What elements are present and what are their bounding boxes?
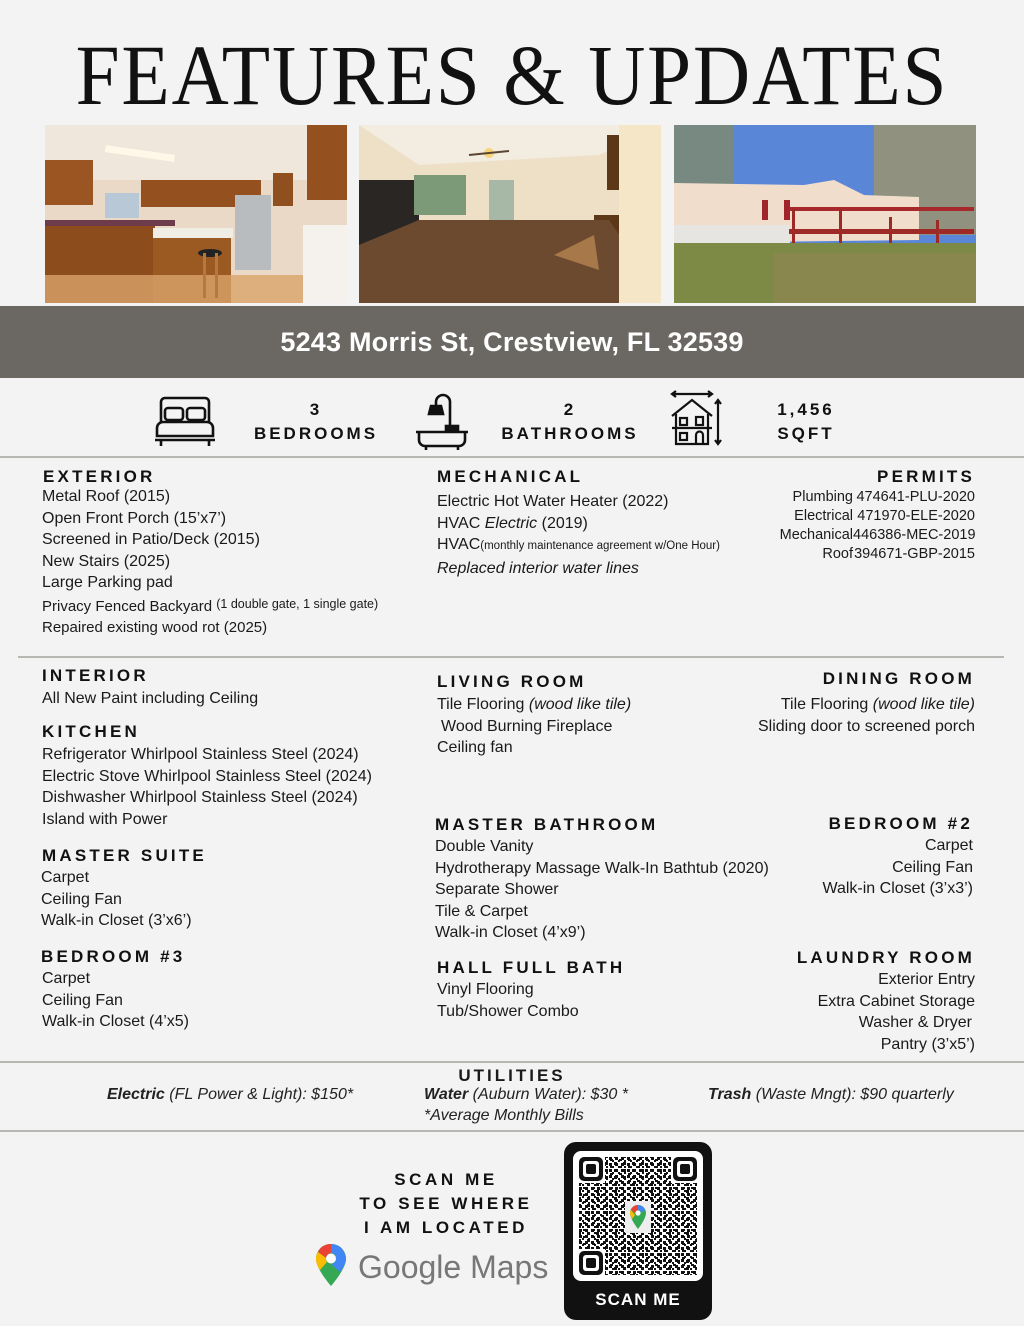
list-item: All New Paint including Ceiling	[42, 690, 259, 707]
qr-scan-label: SCAN ME	[595, 1290, 681, 1309]
bedrooms-stat	[250, 398, 382, 446]
list-item: HVAC(monthly maintenance agreement w/One Hour)	[437, 536, 720, 553]
list-item: Carpet	[42, 970, 91, 987]
list-item: Walk-in Closet (3’x3’)	[822, 880, 973, 897]
qr-code-card[interactable]	[564, 1142, 712, 1320]
list-item: Sliding door to screened porch	[757, 717, 975, 735]
list-item: Screened in Patio/Deck (2015)	[42, 531, 260, 548]
list-item: Ceiling Fan	[41, 890, 122, 908]
living-room-section	[437, 671, 631, 759]
list-item: Vinyl Flooring	[437, 981, 534, 998]
google-maps-wordmark: Google Maps	[358, 1249, 549, 1285]
list-item: Carpet	[924, 837, 973, 854]
list-item: Pantry (3’x5’)	[880, 1035, 975, 1053]
mechanical-section	[437, 466, 583, 488]
interior-heading: INTERIOR	[42, 666, 149, 685]
backyard-text: Privacy Fenced Backyard	[42, 597, 213, 615]
sqft-value: 1,456	[777, 400, 835, 419]
list-item: Hydrotherapy Massage Walk-In Bathtub (2020)	[435, 859, 769, 877]
google-maps-logo	[314, 1242, 548, 1293]
address-banner	[0, 306, 1024, 378]
permit-row: Plumbing 474641-PLU-2020	[792, 489, 975, 505]
utility-water: Water (Auburn Water): $30 *	[424, 1086, 628, 1103]
utility-electric: Electric (FL Power & Light): $150*	[107, 1086, 354, 1103]
list-item: Dishwasher Whirlpool Stainless Steel (2024)	[42, 789, 358, 806]
qr-finder-top-left	[577, 1155, 605, 1183]
bathrooms-label: BATHROOMS	[501, 424, 639, 443]
list-item: Tub/Shower Combo	[437, 1002, 579, 1020]
list-item: Island with Power	[42, 810, 168, 828]
mechanical-heading: MECHANICAL	[437, 467, 584, 486]
list-item: Electric Stove Whirlpool Stainless Steel (2024)	[42, 767, 372, 785]
laundry-heading: LAUNDRY ROOM	[796, 948, 975, 967]
list-item: Carpet	[41, 869, 90, 886]
exterior-list	[42, 486, 378, 639]
list-item: Repaired existing wood rot (2025)	[42, 619, 268, 636]
kitchen-photo	[45, 125, 347, 303]
list-item: Separate Shower	[435, 881, 559, 898]
living-room-photo	[359, 125, 661, 303]
master-bathroom-section	[435, 814, 769, 944]
list-item: Ceiling fan	[437, 739, 513, 756]
bedroom3-section	[41, 946, 189, 1033]
scan-instructions: SCAN ME TO SEE WHERE I AM LOCATED	[359, 1170, 533, 1237]
kitchen-section	[42, 721, 372, 830]
divider	[0, 1130, 1024, 1132]
utility-trash: Trash (Waste Mngt): $90 quarterly	[708, 1086, 954, 1103]
list-item: Large Parking pad	[42, 574, 173, 591]
kitchen-heading: KITCHEN	[42, 722, 140, 741]
sqft-stat	[760, 398, 852, 446]
backyard-note: (1 double gate, 1 single gate)	[216, 596, 379, 611]
bedroom2-heading: BEDROOM #2	[828, 814, 973, 833]
master-suite-section	[42, 845, 207, 932]
list-item: Replaced interior water lines	[437, 559, 639, 577]
bathtub-icon	[414, 392, 470, 455]
bathrooms-stat	[495, 398, 645, 446]
bedroom2-section	[822, 813, 973, 900]
bathrooms-count: 2	[563, 400, 577, 419]
master-bathroom-heading: MASTER BATHROOM	[435, 815, 659, 834]
living-room-heading: LIVING ROOM	[437, 672, 587, 691]
utilities-heading: UTILITIES	[458, 1066, 566, 1085]
list-item: Electric Hot Water Heater (2022)	[437, 493, 669, 510]
hall-bath-section	[437, 957, 625, 1022]
map-pin-icon	[314, 1242, 348, 1293]
list-item: Metal Roof (2015)	[42, 488, 171, 505]
exterior-photo	[674, 125, 976, 303]
divider	[18, 656, 1004, 658]
permit-row: Mechanical 446386-MEC-2019	[779, 527, 976, 543]
list-item: Ceiling Fan	[892, 858, 973, 876]
page-title: FEATURES & UPDATES	[75, 27, 949, 123]
laundry-section	[797, 947, 975, 1055]
list-item: Tile Flooring (wood like tile)	[780, 696, 975, 713]
permit-row: Electrical 471970-ELE-2020	[794, 508, 975, 524]
house-dimensions-icon	[668, 390, 724, 453]
bedrooms-count: 3	[309, 400, 323, 419]
permits-heading: PERMITS	[877, 467, 975, 486]
list-item: Tile & Carpet	[435, 902, 528, 920]
list-item: Tile Flooring (wood like tile)	[437, 696, 632, 713]
permits-section	[877, 466, 975, 488]
list-item	[42, 594, 378, 618]
list-item: Refrigerator Whirlpool Stainless Steel (2024)	[42, 746, 359, 763]
exterior-heading: EXTERIOR	[43, 467, 156, 486]
permit-row: Roof 394671-GBP-2015	[822, 546, 975, 562]
hall-bath-heading: HALL FULL BATH	[437, 958, 626, 977]
master-suite-heading: MASTER SUITE	[42, 846, 207, 865]
list-item: HVAC Electric (2019)	[437, 514, 588, 532]
list-item: Walk-in Closet (3’x6’)	[41, 912, 192, 929]
bed-icon	[153, 396, 217, 453]
list-item: New Stairs (2025)	[42, 552, 171, 570]
list-item: Wood Burning Fireplace	[441, 717, 613, 735]
permits-table	[735, 488, 975, 564]
mechanical-list	[437, 491, 720, 579]
list-item: Open Front Porch (15’x7’)	[42, 509, 227, 527]
exterior-section	[43, 466, 156, 488]
list-item: Walk-in Closet (4’x5)	[42, 1013, 189, 1030]
divider	[0, 1061, 1024, 1063]
dining-room-section	[758, 668, 975, 737]
list-item: Exterior Entry	[878, 971, 975, 988]
sqft-label: SQFT	[777, 424, 835, 443]
bedrooms-label: BEDROOMS	[253, 424, 379, 443]
list-item: Extra Cabinet Storage	[817, 992, 975, 1010]
utilities-footnote: *Average Monthly Bills	[424, 1107, 584, 1124]
dining-room-heading: DINING ROOM	[822, 669, 975, 688]
property-stats	[0, 388, 1024, 458]
interior-section	[42, 665, 258, 710]
qr-code[interactable]	[573, 1151, 703, 1281]
list-item: Double Vanity	[435, 838, 534, 855]
bedroom3-heading: BEDROOM #3	[41, 947, 186, 966]
list-item: Washer & Dryer	[858, 1014, 972, 1031]
divider	[0, 456, 1024, 458]
list-item: Walk-in Closet (4’x9’)	[435, 924, 586, 941]
list-item: Ceiling Fan	[42, 991, 123, 1009]
address-text: 5243 Morris St, Crestview, FL 32539	[280, 327, 744, 357]
